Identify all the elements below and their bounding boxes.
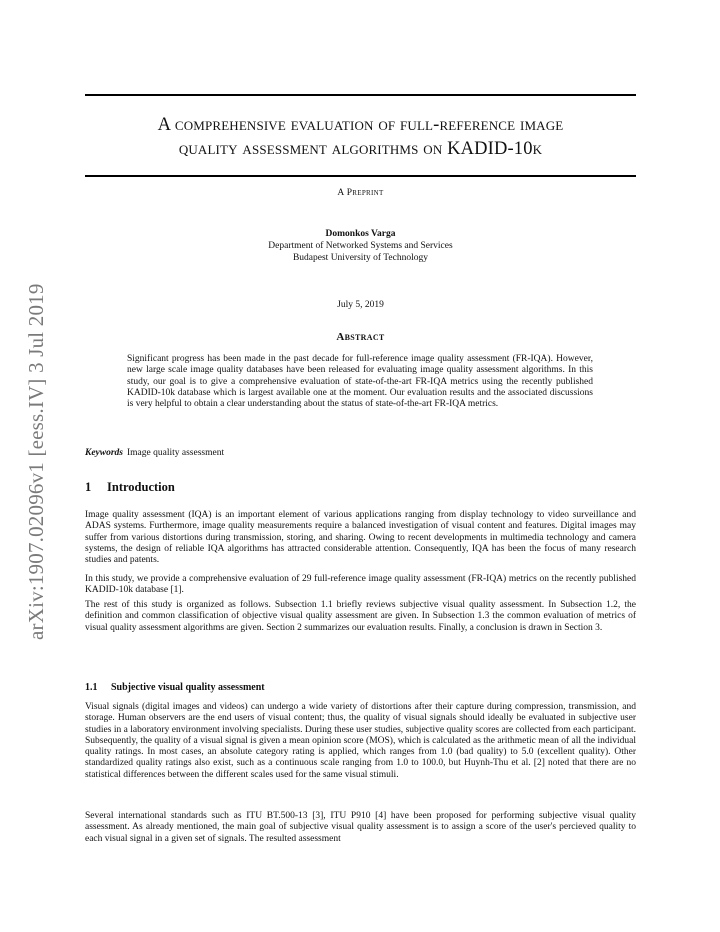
author-university: Budapest University of Technology <box>292 253 429 263</box>
subsection-1-1-title: Subjective visual quality assessment <box>111 682 265 693</box>
paper-title-line-1: A comprehensive evaluation of full-reference image <box>157 115 564 135</box>
subsection-1-1-paragraph-1: Visual signals (digital images and videos) can undergo a wide variety of distortions after their capture during compression, transmission, and storage. Human observers are the end users of visual content; thus, the quality of visual signals should ideally be evaluated in subjective user studies in a laboratory environment involving specialists. During these user studies, subjective quality scores are collected from each participant. Subsequently, the quality of a visual signal is given a mean opinion score (MOS), which is calculated as the arithmetic mean of all the individual quality ratings. In most cases, an absolute category rating is applied, which ranges from 1.0 (bad quality) to 5.0 (excellent quality). Other standardized quality ratings also exist, such as a continuous scale ranging from 1.0 to 100.0, but Huynh-Thu et al. [2] noted that there are no statistical differences between the different scales used for the same visual stimuli. <box>85 702 636 780</box>
subsection-1-1-paragraph-2: Several international standards such as ITU BT.500-13 [3], ITU P910 [4] have been proposed for performing subjective visual quality assessment. As already mentioned, the main goal of subjective visual quality assessment is to assign a score of the user's percieved quality to each visual signal in a given set of signals. The resulted assessment <box>85 811 636 844</box>
section-1-heading <box>85 480 636 495</box>
author-department: Department of Networked Systems and Services <box>268 241 453 251</box>
preprint-label: A Preprint <box>337 188 384 198</box>
keywords-value: Image quality assessment <box>127 448 225 458</box>
author-block <box>85 228 636 264</box>
intro-paragraph-2: In this study, we provide a comprehensive evaluation of 29 full-reference image quality assessment (FR-IQA) metrics on the recently published KADID-10k database [1]. <box>85 574 636 596</box>
subsection-1-1-heading <box>85 682 636 693</box>
intro-paragraph-3: The rest of this study is organized as follows. Subsection 1.1 briefly reviews subjective visual quality assessment. In Subsection 1.2, the definition and common classification of objective visual quality assessment are given. In Subsection 1.3 the common evaluation of metrics of visual quality assessment algorithms are given. Section 2 summarizes our evaluation results. Finally, a conclusion is drawn in Section 3. <box>85 600 636 633</box>
paper-date: July 5, 2019 <box>337 300 384 310</box>
intro-paragraph-1: Image quality assessment (IQA) is an important element of various applications ranging from display technology to video surveillance and ADAS systems. Furthermore, image quality measurements require a balanced investigation of visual content and features. Digital images may suffer from various distortions during transmission, storing, and sharing. Owing to recent developments in multimedia technology and camera systems, the design of reliable IQA algorithms has attracted considerable attention. Consequently, IQA has been the focus of many research studies and patents. <box>85 510 636 566</box>
title-bottom-rule <box>85 175 636 177</box>
subsection-1-1-number: 1.1 <box>85 682 98 693</box>
section-1-title: Introduction <box>107 480 175 494</box>
abstract-heading: Abstract <box>336 331 385 343</box>
title-top-rule <box>85 94 636 96</box>
paper-title <box>85 113 636 161</box>
keywords-label: Keywords <box>85 448 123 458</box>
paper-title-line-2: quality assessment algorithms on KADID-10k <box>178 139 543 159</box>
author-name: Domonkos Varga <box>325 229 396 239</box>
abstract-body: Significant progress has been made in the past decade for full-reference image quality assessment (FR-IQA). However, new large scale image quality databases have been released for evaluating image quality assessment algorithms. In this study, our goal is to give a comprehensive evaluation of state-of-the-art FR-IQA metrics using the recently published KADID-10k database which is largest available one at the moment. Our evaluation results and the associated discussions is very helpful to obtain a clear understanding about the status of state-of-the-art FR-IQA metrics. <box>127 354 593 410</box>
section-1-number: 1 <box>85 480 92 494</box>
arxiv-sidebar-stamp: arXiv:1907.02096v1 [eess.IV] 3 Jul 2019 <box>24 283 48 640</box>
keywords-line <box>85 448 636 458</box>
